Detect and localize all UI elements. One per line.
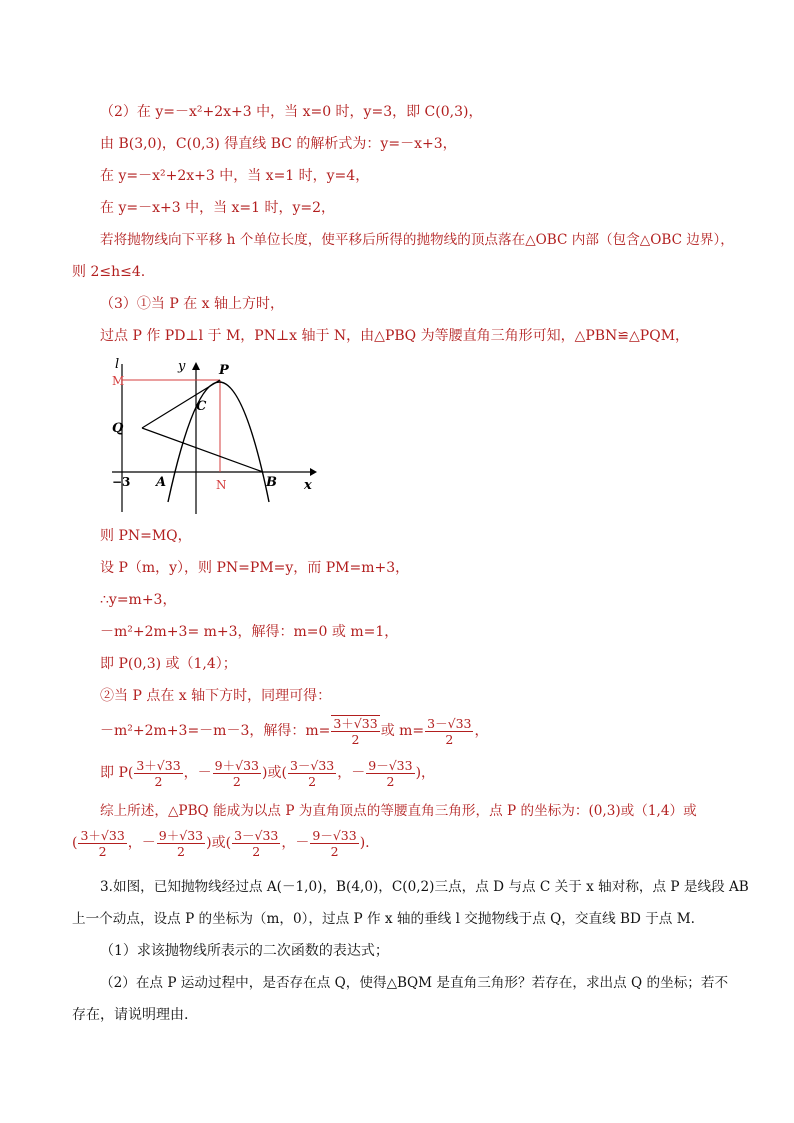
problem-line: 3.如图，已知抛物线经过点 A(－1,0)，B(4,0)，C(0,2)三点，点 D 与点 C 关于 x 轴对称，点 P 是线段 AB	[100, 879, 749, 895]
label-C: C	[196, 399, 207, 414]
label-l: l	[115, 357, 120, 372]
y-axis-arrow-icon	[192, 362, 200, 370]
fraction-numerator: 9＋√33	[214, 757, 259, 773]
fraction-denominator: 2	[98, 843, 107, 859]
fraction-numerator: 3＋√33	[80, 827, 125, 843]
fraction	[425, 716, 473, 747]
fraction	[366, 758, 414, 789]
fraction-numerator: 3＋√33	[136, 757, 181, 773]
fraction-numerator: 3－√33	[427, 715, 472, 731]
solution-line: 即 P(0,3) 或（1,4）；	[100, 656, 237, 672]
fraction-denominator: 2	[386, 773, 395, 789]
solution-line: －m²+2m+3= m+3，解得：m=0 或 m=1，	[100, 624, 399, 640]
fraction	[331, 715, 379, 747]
fraction-denominator: 2	[330, 843, 339, 859]
label-A: A	[156, 475, 167, 490]
solution-line: 在 y=－x²+2x+3 中，当 x=1 时，y=4，	[100, 168, 370, 184]
solution-line: ∴y=m+3，	[100, 592, 177, 608]
solution-line: 由 B(3,0)，C(0,3) 得直线 BC 的解析式为：y=－x+3，	[100, 136, 457, 152]
solution-line: 综上所述，△PBQ 能成为以点 P 为直角顶点的等腰直角三角形，点 P 的坐标为：(0,3)或（1,4）或	[100, 803, 697, 819]
segment-QB	[142, 428, 263, 472]
solution-line: ②当 P 点在 x 轴下方时，同理可得：	[100, 688, 332, 704]
solution-line: 若将抛物线向下平移 h 个单位长度，使平移后所得的抛物线的顶点落在△OBC 内部（包含△OBC 边界），	[100, 232, 734, 248]
label-P: P	[219, 363, 229, 378]
text-segment: ，－	[183, 765, 212, 781]
text-segment: )，	[415, 765, 436, 781]
fraction-numerator: 3＋√33	[333, 716, 378, 731]
fraction-numerator: 3－√33	[234, 827, 279, 843]
fraction	[157, 828, 205, 859]
fraction	[310, 828, 358, 859]
fraction-denominator: 2	[351, 732, 360, 747]
fraction-numerator: 9－√33	[368, 757, 413, 773]
text-segment: (	[72, 835, 78, 851]
label-M: M	[112, 374, 125, 388]
fraction-numerator: 9－√33	[312, 827, 357, 843]
fraction	[78, 828, 126, 859]
solution-line-fractions	[72, 826, 370, 860]
fraction-denominator: 2	[176, 843, 185, 859]
fraction	[232, 828, 280, 859]
fraction	[134, 758, 182, 789]
text-segment: ，	[474, 723, 489, 739]
solution-line: 则 PN=MQ，	[100, 528, 192, 544]
text-segment: 或 m=	[380, 723, 425, 739]
solution-line: 则 2≤h≤4.	[72, 264, 146, 280]
solution-line-fractions	[100, 756, 435, 790]
fraction-denominator: 2	[308, 773, 317, 789]
fraction-denominator: 2	[232, 773, 241, 789]
text-segment: )或(	[206, 835, 232, 851]
fraction-denominator: 2	[252, 843, 261, 859]
label-y: y	[178, 359, 186, 374]
text-segment: ).	[359, 835, 370, 851]
label-minus-3: −3	[112, 475, 131, 489]
label-N: N	[216, 478, 227, 492]
text-segment: 即 P(	[100, 765, 134, 781]
solution-line: （2）在 y=－x²+2x+3 中，当 x=0 时，y=3，即 C(0,3)，	[100, 104, 483, 120]
label-Q: Q	[112, 421, 124, 436]
solution-line-fractions	[100, 714, 488, 748]
solution-line: （3）①当 P 在 x 轴上方时，	[100, 296, 285, 312]
problem-line: 上一个动点，设点 P 的坐标为（m，0），过点 P 作 x 轴的垂线 l 交抛物线于点 Q，交直线 BD 于点 M.	[72, 911, 695, 927]
text-segment: －m²+2m+3=－m－3，解得：m=	[100, 723, 331, 739]
fraction-denominator: 2	[445, 731, 454, 747]
solution-line: 在 y=－x+3 中，当 x=1 时，y=2，	[100, 200, 336, 216]
label-B: B	[266, 475, 277, 490]
fraction-numerator: 9＋√33	[158, 827, 204, 843]
text-segment: ，－	[337, 765, 366, 781]
problem-line: （2）在点 P 运动过程中，是否存在点 Q，使得△BQM 是直角三角形？若存在，求出点 Q 的坐标；若不	[100, 975, 729, 991]
fraction-numerator: 3－√33	[289, 757, 335, 773]
text-segment: ，－	[127, 835, 156, 851]
parabola-figure	[112, 352, 317, 517]
solution-line: 设 P（m，y），则 PN=PM=y，而 PM=m+3，	[100, 560, 410, 576]
label-x: x	[304, 478, 312, 493]
problem-line: 存在，请说明理由.	[72, 1007, 189, 1023]
fraction	[288, 758, 336, 789]
text-segment: )或(	[262, 765, 287, 781]
text-segment: ，－	[281, 835, 310, 851]
fraction	[213, 758, 261, 789]
x-axis-arrow-icon	[310, 468, 317, 476]
problem-line: （1）求该抛物线所表示的二次函数的表达式；	[100, 943, 389, 959]
fraction-denominator: 2	[154, 773, 163, 789]
solution-line: 过点 P 作 PD⊥l 于 M，PN⊥x 轴于 N，由△PBQ 为等腰直角三角形可知，△PBN≌△PQM，	[100, 328, 690, 344]
